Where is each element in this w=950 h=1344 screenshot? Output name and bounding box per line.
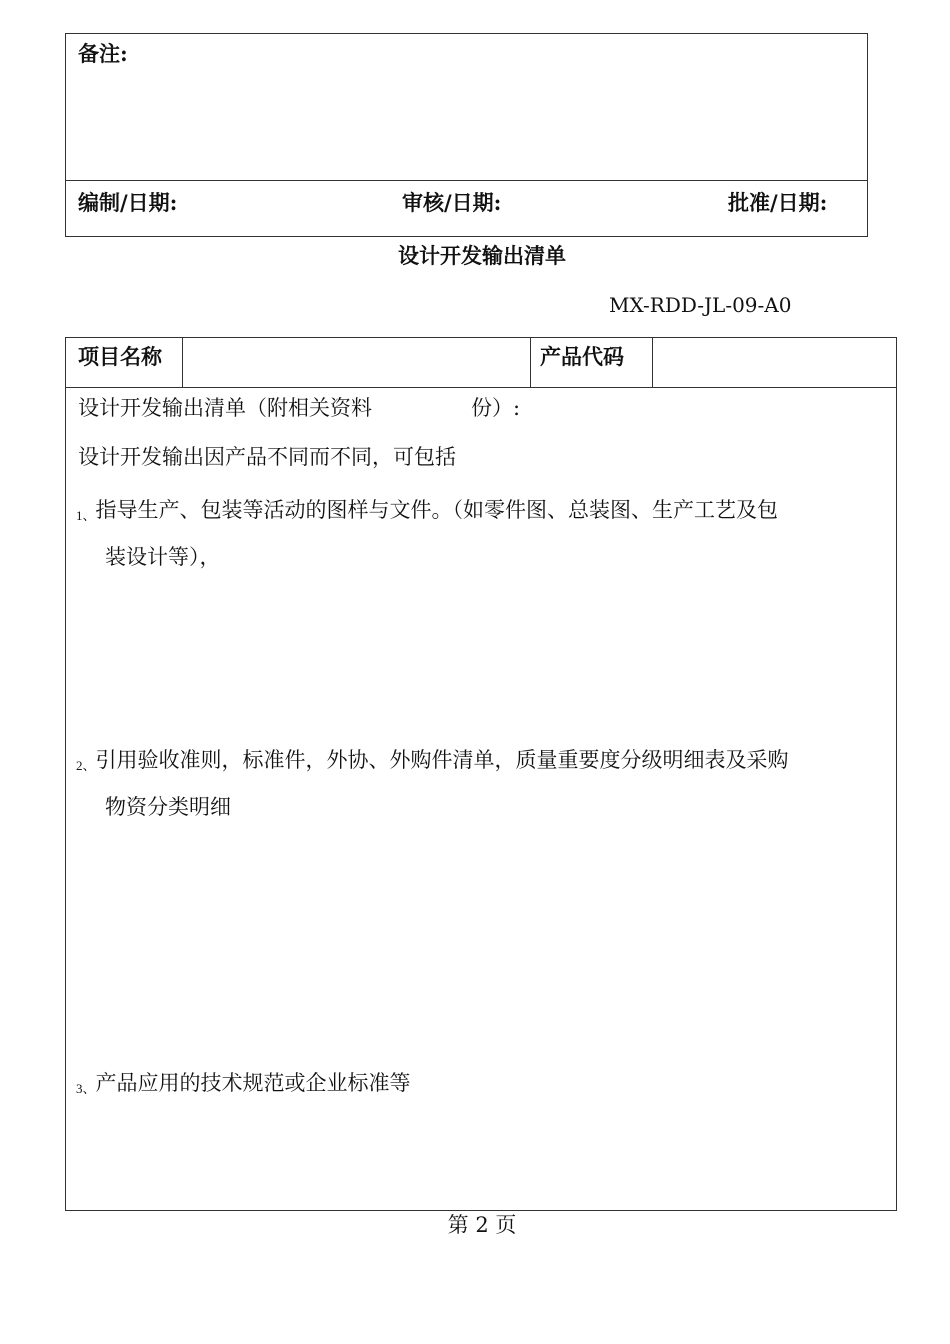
approved-date-label: 批准/日期: — [728, 190, 828, 215]
list-item-1-continued: 装设计等）， — [105, 545, 221, 569]
cell-divider-1 — [182, 337, 183, 387]
reviewed-date-label: 审核/日期: — [402, 190, 502, 215]
list-item-2 — [76, 747, 789, 779]
list-item-number: 2、 — [76, 758, 96, 773]
list-item-line: 引用验收准则，标准件，外协、外购件清单，质量重要度分级明细表及采购 — [95, 748, 789, 772]
list-heading-prefix: 设计开发输出清单（附相关资料 — [78, 396, 372, 420]
project-name-label: 项目名称 — [78, 344, 162, 369]
prepared-date-label: 编制/日期: — [78, 190, 178, 215]
intro-text: 设计开发输出因产品不同而不同，可包括 — [78, 445, 456, 469]
list-item-line: 指导生产、包装等活动的图样与文件。（如零件图、总装图、生产工艺及包 — [95, 498, 779, 522]
product-code-field[interactable] — [660, 344, 890, 374]
page-number: 第 2 页 — [447, 1213, 517, 1237]
header-row-divider — [65, 387, 897, 388]
remarks-divider — [65, 180, 868, 181]
cell-divider-2 — [530, 337, 531, 387]
list-item-1 — [76, 497, 778, 529]
remarks-label: 备注: — [78, 41, 128, 66]
list-item-3 — [76, 1070, 411, 1102]
list-heading-suffix: 份）: — [471, 396, 521, 420]
list-item-2-continued: 物资分类明细 — [105, 795, 231, 819]
document-code: MX-RDD-JL-09-A0 — [609, 293, 792, 317]
product-code-label: 产品代码 — [540, 344, 624, 369]
document-title: 设计开发输出清单 — [398, 243, 566, 268]
cell-divider-3 — [652, 337, 653, 387]
list-item-number: 1、 — [76, 508, 96, 523]
list-item-line: 产品应用的技术规范或企业标准等 — [95, 1071, 411, 1095]
project-name-field[interactable] — [190, 344, 524, 374]
list-item-number: 3、 — [76, 1081, 96, 1096]
